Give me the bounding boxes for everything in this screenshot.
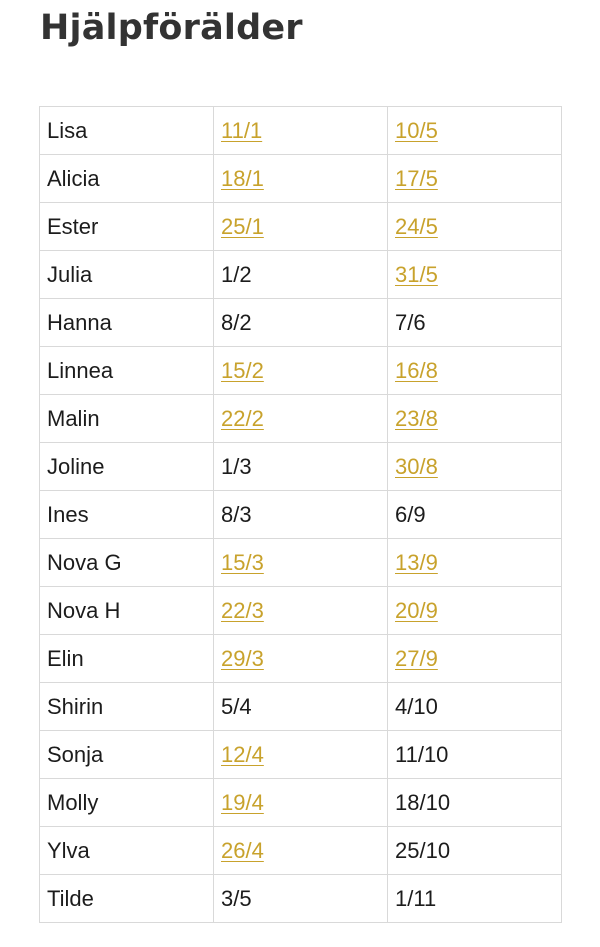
table-row (40, 251, 562, 299)
date-link[interactable]: 22/3 (221, 597, 264, 623)
date-text: 3/5 (221, 885, 252, 911)
first-date-cell (214, 827, 388, 875)
date-text: 1/11 (395, 885, 437, 911)
table-row (40, 827, 562, 875)
date-link[interactable]: 24/5 (395, 213, 438, 239)
date-text: 5/4 (221, 693, 252, 719)
table-row (40, 347, 562, 395)
second-date-cell (388, 395, 562, 443)
date-text: 7/6 (395, 309, 426, 335)
date-text: 11/10 (395, 741, 449, 767)
date-link[interactable]: 15/2 (221, 357, 264, 383)
second-date-cell (388, 491, 562, 539)
second-date-cell (388, 587, 562, 635)
date-link[interactable]: 23/8 (395, 405, 438, 431)
name-cell: Molly (40, 779, 214, 827)
helper-parent-schedule-table (39, 106, 562, 923)
table-row (40, 443, 562, 491)
date-text: 6/9 (395, 501, 426, 527)
name-cell: Ester (40, 203, 214, 251)
table-row (40, 491, 562, 539)
date-text: 8/2 (221, 309, 252, 335)
date-link[interactable]: 15/3 (221, 549, 264, 575)
name-cell: Tilde (40, 875, 214, 923)
date-text: 25/10 (395, 837, 451, 863)
date-text: 4/10 (395, 693, 438, 719)
date-link[interactable]: 10/5 (395, 117, 438, 143)
first-date-cell (214, 347, 388, 395)
name-cell: Nova H (40, 587, 214, 635)
name-cell: Lisa (40, 107, 214, 155)
date-link[interactable]: 20/9 (395, 597, 438, 623)
first-date-cell (214, 875, 388, 923)
name-cell: Hanna (40, 299, 214, 347)
first-date-cell (214, 251, 388, 299)
date-link[interactable]: 22/2 (221, 405, 264, 431)
first-date-cell (214, 203, 388, 251)
table-row (40, 107, 562, 155)
table-row (40, 635, 562, 683)
first-date-cell (214, 779, 388, 827)
date-link[interactable]: 11/1 (221, 117, 263, 143)
date-link[interactable]: 27/9 (395, 645, 438, 671)
second-date-cell (388, 731, 562, 779)
first-date-cell (214, 587, 388, 635)
schedule-table-body (40, 107, 562, 923)
table-row (40, 587, 562, 635)
second-date-cell (388, 203, 562, 251)
second-date-cell (388, 155, 562, 203)
second-date-cell (388, 251, 562, 299)
name-cell: Sonja (40, 731, 214, 779)
name-cell: Joline (40, 443, 214, 491)
second-date-cell (388, 635, 562, 683)
date-link[interactable]: 30/8 (395, 453, 438, 479)
second-date-cell (388, 443, 562, 491)
date-link[interactable]: 18/1 (221, 165, 264, 191)
second-date-cell (388, 539, 562, 587)
second-date-cell (388, 683, 562, 731)
first-date-cell (214, 107, 388, 155)
first-date-cell (214, 155, 388, 203)
table-row (40, 155, 562, 203)
second-date-cell (388, 875, 562, 923)
date-link[interactable]: 16/8 (395, 357, 438, 383)
date-text: 8/3 (221, 501, 252, 527)
first-date-cell (214, 683, 388, 731)
name-cell: Ylva (40, 827, 214, 875)
table-row (40, 875, 562, 923)
date-link[interactable]: 29/3 (221, 645, 264, 671)
table-row (40, 731, 562, 779)
first-date-cell (214, 443, 388, 491)
date-link[interactable]: 17/5 (395, 165, 438, 191)
table-row (40, 539, 562, 587)
table-row (40, 203, 562, 251)
name-cell: Ines (40, 491, 214, 539)
table-row (40, 779, 562, 827)
name-cell: Shirin (40, 683, 214, 731)
date-text: 1/3 (221, 453, 252, 479)
second-date-cell (388, 299, 562, 347)
second-date-cell (388, 779, 562, 827)
date-link[interactable]: 12/4 (221, 741, 264, 767)
table-row (40, 395, 562, 443)
name-cell: Alicia (40, 155, 214, 203)
date-text: 18/10 (395, 789, 451, 815)
name-cell: Julia (40, 251, 214, 299)
first-date-cell (214, 395, 388, 443)
table-row (40, 299, 562, 347)
first-date-cell (214, 491, 388, 539)
name-cell: Nova G (40, 539, 214, 587)
second-date-cell (388, 107, 562, 155)
name-cell: Elin (40, 635, 214, 683)
date-link[interactable]: 25/1 (221, 213, 264, 239)
second-date-cell (388, 347, 562, 395)
date-link[interactable]: 26/4 (221, 837, 264, 863)
first-date-cell (214, 731, 388, 779)
first-date-cell (214, 539, 388, 587)
first-date-cell (214, 635, 388, 683)
first-date-cell (214, 299, 388, 347)
second-date-cell (388, 827, 562, 875)
page-title: Hjälpförälder (40, 8, 303, 48)
date-link[interactable]: 19/4 (221, 789, 264, 815)
date-text: 1/2 (221, 261, 252, 287)
name-cell: Linnea (40, 347, 214, 395)
name-cell: Malin (40, 395, 214, 443)
date-link[interactable]: 13/9 (395, 549, 438, 575)
table-row (40, 683, 562, 731)
date-link[interactable]: 31/5 (395, 261, 438, 287)
